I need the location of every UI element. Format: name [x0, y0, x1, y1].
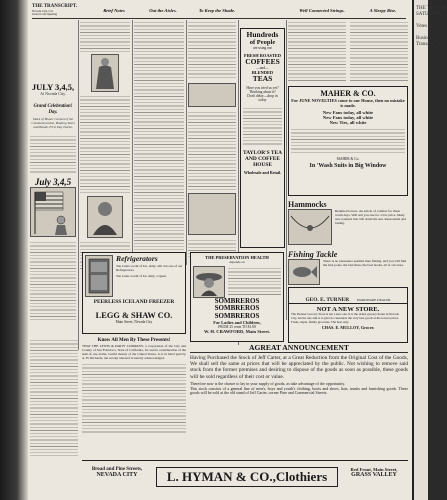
- ad-question: Have you tried us yet?: [246, 86, 279, 90]
- flag-icon: [31, 188, 77, 236]
- masthead-line: Grand Cafe Opening: [32, 12, 57, 17]
- woman-hat-illustration: [193, 266, 225, 298]
- adjacent-page-edge: [412, 0, 447, 500]
- adjacent-page-text: THE TRANSC SATURDAY Votes of L Business Transact: [416, 6, 447, 47]
- event-title: Grand Celebration! Day.: [33, 104, 73, 115]
- legg-shaw: LEGG & SHAW CO.: [95, 311, 173, 320]
- engraving-illustration: [188, 83, 236, 107]
- legal-notice: [82, 338, 186, 456]
- refrigerator-text: Ten Cents worth of Ice daily, a Quart.: [116, 273, 168, 278]
- maher-june: For JUNE NOVELTIES come to our House, then no mistake is made.: [291, 98, 405, 108]
- ad-of-people: of People: [249, 39, 276, 46]
- ad-coffees: COFFEES: [245, 57, 280, 66]
- hammocks-body: Returned is here. An article of comfort for these warm days. Will sell you one for a low price. Many new patterns that will stand the sun. Reasonable and lasting.: [335, 209, 406, 225]
- hyman-right: [340, 467, 408, 478]
- turner-name: GEO. E. TURNER: [305, 297, 350, 303]
- text-block: [243, 106, 282, 146]
- hyman-main: L. HYMAN & CO.,Clothiers: [156, 467, 338, 487]
- ad-question: Thinking about it?: [249, 90, 276, 94]
- sombrero-line: SOMBREROS: [214, 304, 260, 313]
- hyman-footer: [82, 460, 408, 497]
- sombrero-dealer: W. H. CRAWFORD, Main Street.: [203, 329, 271, 335]
- announcement-p3: This stock consists of a general line of men's, boys and youth's clothing, boots and shoes, hats, trunks and furnishing goods. These goods will be sold at the old stand of Jeff Carter, corner Pine and Commercial Streets.: [190, 385, 408, 396]
- portrait-illustration: [87, 196, 123, 238]
- hyman-right-line: Red Front, Main Street,: [350, 467, 398, 472]
- fishing-ad: [288, 250, 408, 303]
- preservation-title: THE PRESERVATION HEALTH: [205, 255, 269, 260]
- aisles-head: Out the Aisles.: [149, 8, 177, 13]
- maher-footer: [291, 163, 405, 169]
- announcement-title: AGREAT ANNOUNCEMENT: [190, 344, 408, 353]
- column-rule: [78, 20, 79, 350]
- woman-figure-icon: [92, 55, 118, 91]
- coffee-tea-ad: [240, 28, 285, 248]
- column-rule: [286, 20, 287, 320]
- column-2: [80, 20, 130, 260]
- maher-line: New Fans today, all white: [322, 110, 374, 115]
- column-rule: [186, 20, 187, 265]
- strings-head: Well Connected Strings.: [299, 8, 345, 13]
- july-dates: JULY 3,4,5,: [31, 82, 75, 92]
- maher-footer-text: Wash Suits in Big Window: [318, 163, 387, 169]
- masthead-left-lines: [32, 10, 76, 17]
- text-block: [288, 20, 346, 82]
- announcement-p2: Therefore now is the chance to lay in your supply of goods, as take advantage of the opportunity.: [190, 380, 346, 386]
- ad-taylors: TAYLOR'S TEA AND COFFEE HOUSE: [243, 150, 282, 168]
- maher-line: New Ties, all white: [329, 120, 367, 125]
- text-block: [30, 240, 76, 320]
- hammock-icon: [289, 210, 331, 244]
- text-block: [188, 110, 236, 190]
- masthead-line: Nevada City, Cal.: [32, 9, 54, 13]
- masthead-title: THE TRANSCRIPT.: [32, 4, 78, 9]
- maher-footer-prefix: In ': [309, 163, 319, 169]
- fishing-body: There is no pleasanter pastime than fishing, and you will find the best poles, the best lines, the best hooks, all at our store.: [323, 259, 407, 267]
- sombrero-line: SOMBREROS: [214, 311, 260, 320]
- maher-ad: [288, 86, 408, 196]
- shade-head: To Keep the Shade.: [198, 8, 236, 13]
- hyman-right-line: GRASS VALLEY: [351, 472, 397, 478]
- notice-title: Know All Men By These Presents!: [97, 338, 171, 343]
- july-script: July 3,4,5: [34, 176, 72, 187]
- text-block: [134, 20, 184, 250]
- column-rule: [132, 20, 133, 265]
- text-block: [80, 20, 130, 52]
- announcement-p1: Having Purchased the Stock of Jeff Carter, at a Great Reduction from the Original Cost of the Goods, We shall sell the same at prices that will be appreciated by the public. Not wishing to remove said stock from the former premises and desiring to dispose of the goods as soon as possible, these goods will be sold regardless of their cost or value.: [190, 355, 408, 380]
- column-1: [30, 20, 76, 350]
- hammocks-title: Hammocks: [288, 200, 327, 209]
- ad-fresh-roasted: FRESH ROASTED: [244, 53, 281, 58]
- maher-sig: MAHER & Co.: [336, 157, 360, 161]
- sombrero-line: SOMBREROS: [214, 297, 260, 305]
- strings-text-area: [288, 20, 408, 82]
- preservation-sub: depends on: [229, 260, 245, 264]
- text-block: [350, 20, 408, 82]
- binding-shadow: [0, 0, 28, 500]
- masthead: [32, 4, 406, 19]
- program-note: Mark of Honor Contest of the Commemoration, Boating Team and Bands, First Day Ducks.: [31, 117, 75, 130]
- text-block: [228, 266, 281, 296]
- portrait-icon: [88, 197, 122, 237]
- turner-addr: HARDWARE DEALER: [357, 298, 391, 302]
- celebration-place: At Nevada City.: [40, 91, 66, 96]
- text-block: [80, 94, 130, 194]
- new-store-title: NOT A NEW STORE.: [316, 306, 380, 313]
- text-block: [30, 338, 78, 456]
- hyman-left-line: NEVADA CITY: [96, 472, 138, 478]
- ad-are-using: are using our: [253, 46, 272, 50]
- uncle-sam-flag-illustration: [30, 187, 76, 237]
- text-block: [188, 20, 236, 80]
- ad-wholesale: Wholesale and Retail.: [243, 170, 282, 175]
- fishing-title: Fishing Tackle: [288, 250, 338, 259]
- hammock-illustration: [288, 209, 332, 245]
- hammocks-ad: [288, 200, 408, 246]
- ad-and: —and—: [256, 66, 269, 70]
- new-store-body: The Pioneer Grocery Store is not a new one. It is the oldest grocery house in Nevada City, and its one aim is to give its customers the very best goods at the lowest prices. Fresh, staple, family groceries. The best only.: [291, 312, 399, 324]
- new-store-ad: [288, 303, 408, 343]
- column-4: [188, 20, 236, 260]
- maher-name: MAHER & CO.: [320, 89, 376, 98]
- market-table-illustration: [188, 193, 236, 235]
- sombrero-ad: [190, 252, 284, 342]
- sombrero-price: FROM 25 cents TO $1.00: [218, 325, 256, 330]
- refrigerator-illustration: [85, 255, 113, 297]
- announcement: [190, 344, 408, 456]
- hyman-left-line: Broad and Pine Streets,: [91, 467, 143, 472]
- hat-icon: [194, 267, 224, 297]
- column-3: [134, 20, 184, 260]
- maher-line: New Fans today, all white: [322, 115, 374, 120]
- new-store-sig: CHAS. E. MULLOY, Grocer.: [321, 325, 375, 331]
- text-block: [30, 134, 76, 174]
- sombrero-ladies: For Ladies and Children,: [213, 320, 261, 326]
- ad-blended: BLENDED: [251, 70, 274, 75]
- ad-teas: TEAS: [252, 74, 273, 83]
- ad-question: Don't delay—drop in today: [247, 94, 278, 102]
- legg-addr: Main Street, Nevada City: [115, 320, 153, 324]
- hyman-left: [82, 467, 152, 478]
- refrigerator-ad: [82, 252, 186, 334]
- fish-icon: [289, 260, 319, 284]
- brief-notes-head: Brief Notes: [103, 8, 125, 13]
- refrigerator-icon: [86, 256, 112, 296]
- text-block: [82, 362, 186, 434]
- fish-illustration: [288, 259, 320, 285]
- ad-hundreds: Hundreds: [246, 30, 279, 39]
- refrigerator-title: Refrigerators: [116, 254, 158, 263]
- sleepy-head: A Sleepy Rise.: [369, 8, 397, 13]
- woman-illustration: [91, 54, 119, 92]
- notice-body: THAT THE LEWIS & PARTY COMPANY, a corporation of the City and County of San Francisco, State of California, for and in consideration of the sum of one dollar, lawful money of the United States, to it in hand paid by A. H. Richards, the receipt whereof is hereby acknowledged.: [82, 343, 186, 360]
- refrigerator-text: Ten Cents worth of Ice, daily, will run one of our Refrigerators: [116, 263, 183, 272]
- freezer-title: PEERLESS ICELAND FREEZER: [93, 299, 175, 305]
- text-block: [291, 127, 405, 155]
- newspaper-page: [28, 0, 412, 500]
